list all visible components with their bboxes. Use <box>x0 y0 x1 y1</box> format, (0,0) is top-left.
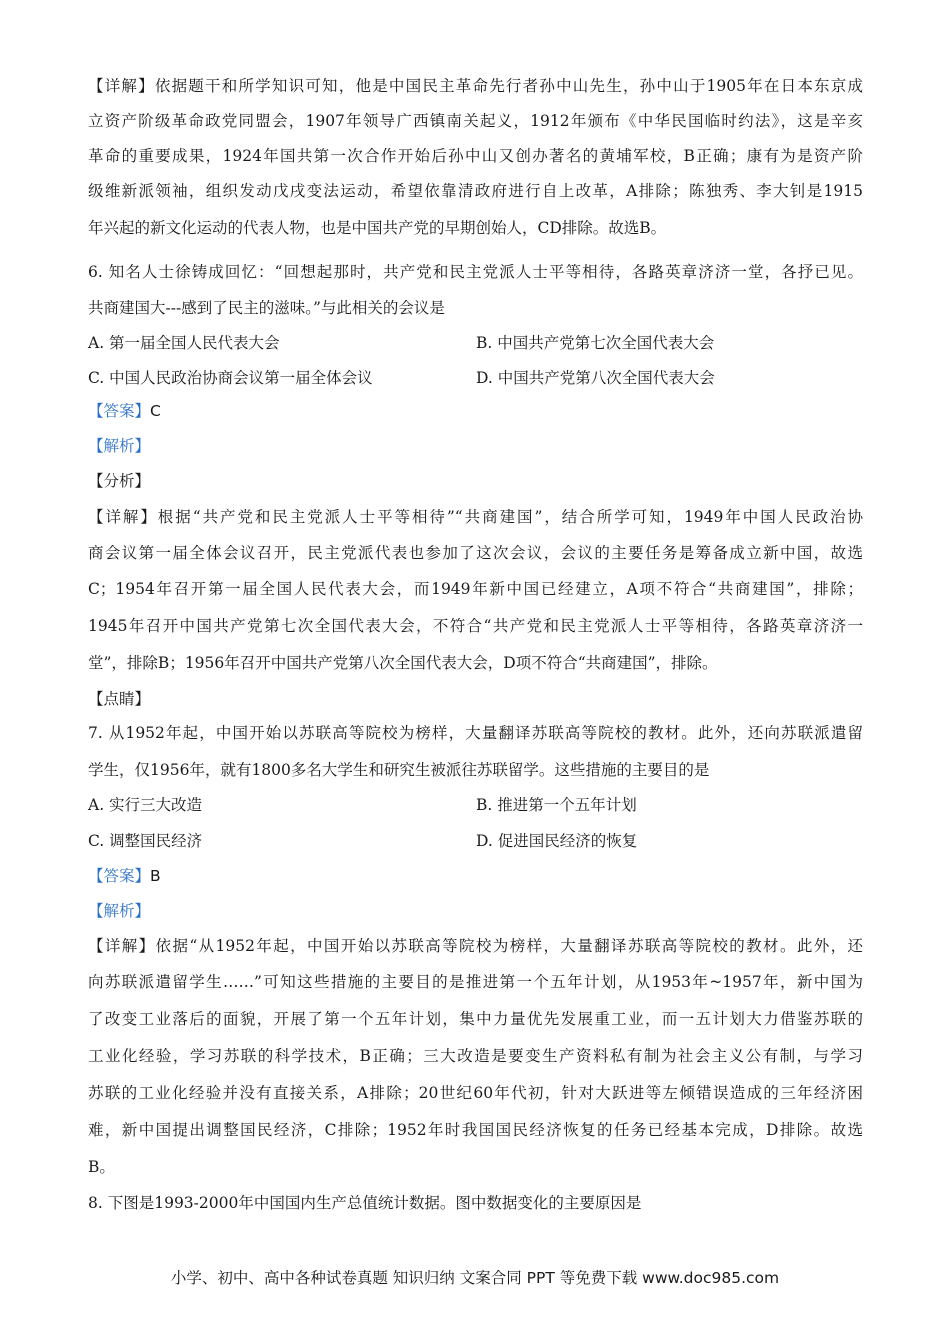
q6-answer-label: 【答案】 <box>88 402 151 420</box>
q7-option-a: A. 实行三大改造 <box>88 796 203 814</box>
q7-stem-line-1: 7. 从1952年起，中国开始以苏联高等院校为榜样，大量翻译苏联高等院校的教材。此外，还向苏联派遣留 <box>88 724 863 742</box>
q6-analysis-label <box>88 436 863 456</box>
q6-dianjing-label: 【点睛】 <box>88 690 151 708</box>
q6-detail-line-2: 商会议第一届全体会议召开，民主党派代表也参加了这次会议，会议的主要任务是筹备成立新中国，故选 <box>88 544 863 562</box>
q6-stem-line-2: 共商建国大---感到了民主的滋味。”与此相关的会议是 <box>88 299 445 317</box>
q5-detail-line-1: 【详解】依据题干和所学知识可知，他是中国民主革命先行者孙中山先生，孙中山于1905年在日本东京成 <box>88 77 863 95</box>
q7-detail-line-3: 了改变工业落后的面貌，开展了第一个五年计划，集中力量优先发展重工业，而一五计划大力借鉴苏联的 <box>88 1010 863 1028</box>
q5-detail-line-2: 立资产阶级革命政党同盟会，1907年领导广西镇南关起义，1912年颁布《中华民国临时约法》，这是辛亥 <box>88 112 863 130</box>
q7-stem-line-2: 学生，仅1956年，就有1800多名大学生和研究生被派往苏联留学。这些措施的主要目的是 <box>88 761 710 779</box>
q7-answer-value: B <box>150 867 161 885</box>
q7-detail-line-1: 【详解】依据“从1952年起，中国开始以苏联高等院校为榜样，大量翻译苏联高等院校的教材。此外，还 <box>88 937 863 955</box>
q6-option-c: C. 中国人民政治协商会议第一届全体会议 <box>88 369 373 387</box>
q8-stem: 8. 下图是1993-2000年中国国内生产总值统计数据。图中数据变化的主要原因是 <box>88 1194 642 1212</box>
q6-answer-row <box>88 401 863 421</box>
q6-option-a: A. 第一届全国人民代表大会 <box>88 334 280 352</box>
q6-stem-line-1: 6. 知名人士徐铸成回忆：“回想起那时，共产党和民主党派人士平等相待，各路英章济济一堂，各抒已见。 <box>88 263 863 281</box>
q6-option-b: B. 中国共产党第七次全国代表大会 <box>476 334 715 352</box>
q7-detail-line-6: 难，新中国提出调整国民经济，C排除；1952年时我国国民经济恢复的任务已经基本完成，D排除。故选 <box>88 1121 863 1139</box>
q5-detail-line-5: 年兴起的新文化运动的代表人物，也是中国共产党的早期创始人，CD排除。故选B。 <box>88 219 667 237</box>
q6-answer-value: C <box>150 402 161 420</box>
q7-detail-line-7: B。 <box>88 1158 115 1176</box>
q6-detail-line-5: 堂”，排除B；1956年召开中国共产党第八次全国代表大会，D项不符合“共商建国”，排除。 <box>88 654 718 672</box>
q7-detail-line-4: 工业化经验，学习苏联的科学技术，B正确；三大改造是要变生产资料私有制为社会主义公有制，与学习 <box>88 1047 863 1065</box>
q7-analysis-label <box>88 901 863 921</box>
q6-detail-line-1: 【详解】根据“共产党和民主党派人士平等相待”“共商建国”，结合所学可知，1949年中国人民政治协 <box>88 508 863 526</box>
q6-option-d: D. 中国共产党第八次全国代表大会 <box>476 369 715 387</box>
q7-detail-line-2: 向苏联派遣留学生……”可知这些措施的主要目的是推进第一个五年计划，从1953年~1957年，新中国为 <box>88 973 863 991</box>
q7-option-d: D. 促进国民经济的恢复 <box>476 832 638 850</box>
q6-analysis-tag: 【解析】 <box>88 437 151 455</box>
page-footer: 小学、初中、高中各种试卷真题 知识归纳 文案合同 PPT 等免费下载 www.doc985.com <box>170 1269 780 1287</box>
q6-fenxi-label: 【分析】 <box>88 472 151 490</box>
q7-option-c: C. 调整国民经济 <box>88 832 203 850</box>
q7-answer-label: 【答案】 <box>88 867 151 885</box>
q7-answer-row <box>88 866 863 886</box>
q7-detail-line-5: 苏联的工业化经验并没有直接关系，A排除；20世纪60年代初，针对大跃进等左倾错误造成的三年经济困 <box>88 1084 863 1102</box>
q6-detail-line-4: 1945年召开中国共产党第七次全国代表大会，不符合“共产党和民主党派人士平等相待，各路英章济济一 <box>88 617 863 635</box>
q5-detail-line-4: 级维新派领袖，组织发动戊戌变法运动，希望依靠清政府进行自上改革，A排除；陈独秀、李大钊是1915 <box>88 182 863 200</box>
q7-option-b: B. 推进第一个五年计划 <box>476 796 637 814</box>
q6-detail-line-3: C；1954年召开第一届全国人民代表大会，而1949年新中国已经建立，A项不符合“共商建国”，排除； <box>88 580 863 598</box>
q7-analysis-tag: 【解析】 <box>88 902 151 920</box>
q5-detail-line-3: 革命的重要成果，1924年国共第一次合作开始后孙中山又创办著名的黄埔军校，B正确；康有为是资产阶 <box>88 147 863 165</box>
